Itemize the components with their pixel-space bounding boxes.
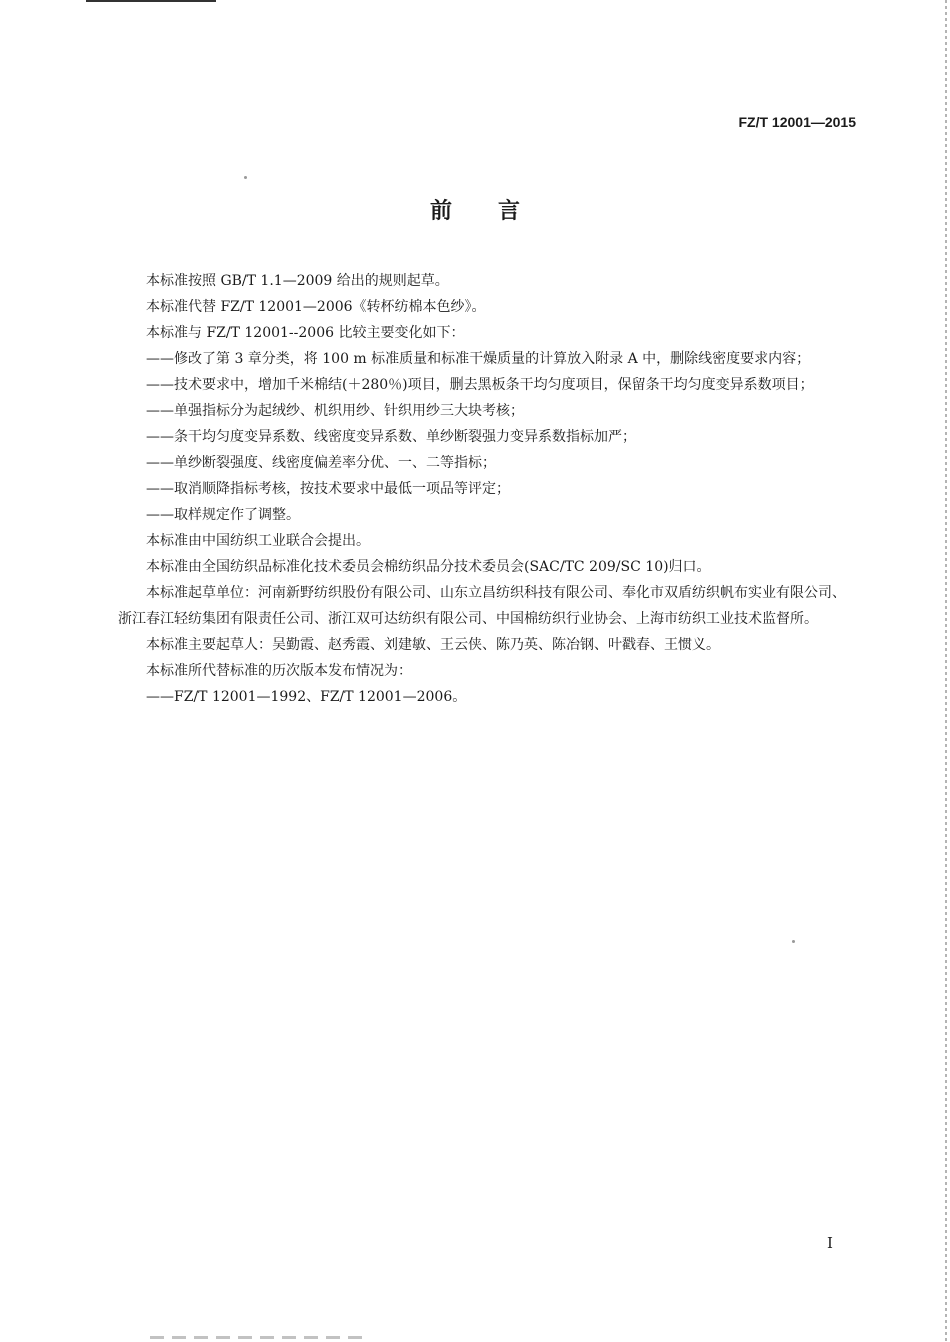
paragraph-drafting-units: 本标准起草单位：河南新野纺织股份有限公司、山东立昌纺织科技有限公司、奉化市双盾纺织帆布实业有限公司、浙江春江轻纺集团有限责任公司、浙江双可达纺织有限公司、中国棉纺织行业协会、上海市纺织工业技术监督所。: [118, 585, 846, 627]
paragraph-changes-intro: 本标准与 FZ/T 12001--2006 比较主要变化如下：: [146, 325, 465, 341]
change-item: ——单强指标分为起绒纱、机织用纱、针织用纱三大块考核；: [146, 403, 524, 419]
top-scan-rule: [86, 0, 216, 2]
foreword-body: [118, 268, 858, 710]
scan-speck: [792, 940, 795, 943]
paragraph-proposed-by: 本标准由中国纺织工业联合会提出。: [146, 533, 370, 549]
paragraph-jurisdiction: 本标准由全国纺织品标准化技术委员会棉纺织品分技术委员会(SAC/TC 209/SC 10)归口。: [146, 559, 711, 575]
scan-speck: [244, 176, 247, 179]
paragraph-history-intro: 本标准所代替标准的历次版本发布情况为：: [146, 663, 412, 679]
change-item: ——取消顺降指标考核，按技术要求中最低一项品等评定；: [146, 481, 510, 497]
change-item: ——单纱断裂强度、线密度偏差率分优、一、二等指标；: [146, 455, 496, 471]
change-item: ——取样规定作了调整。: [146, 507, 300, 523]
change-item: ——修改了第 3 章分类，将 100 m 标准质量和标准干燥质量的计算放入附录 A 中，删除线密度要求内容；: [146, 351, 811, 367]
change-item: ——技术要求中，增加千米棉结(＋280％)项目，删去黑板条干均匀度项目，保留条干均匀度变异系数项目；: [146, 377, 814, 393]
page-title: 前言: [429, 199, 566, 224]
change-item: ——条干均匀度变异系数、线密度变异系数、单纱断裂强力变异系数指标加严；: [146, 429, 636, 445]
paragraph-drafters: 本标准主要起草人：吴勤霞、赵秀霞、刘建敏、王云侠、陈乃英、陈冶钢、叶戳春、王惯义。: [146, 637, 720, 653]
paragraph-replaces: 本标准代替 FZ/T 12001—2006《转杯纺棉本色纱》。: [146, 299, 486, 315]
standard-code: FZ/T 12001—2015: [738, 114, 856, 130]
bottom-scan-artifact: [150, 1336, 370, 1339]
page-number: I: [827, 1234, 833, 1252]
paragraph-drafting-rules: 本标准按照 GB/T 1.1—2009 给出的规则起草。: [146, 273, 449, 289]
history-item: ——FZ/T 12001—1992、FZ/T 12001—2006。: [146, 689, 467, 705]
